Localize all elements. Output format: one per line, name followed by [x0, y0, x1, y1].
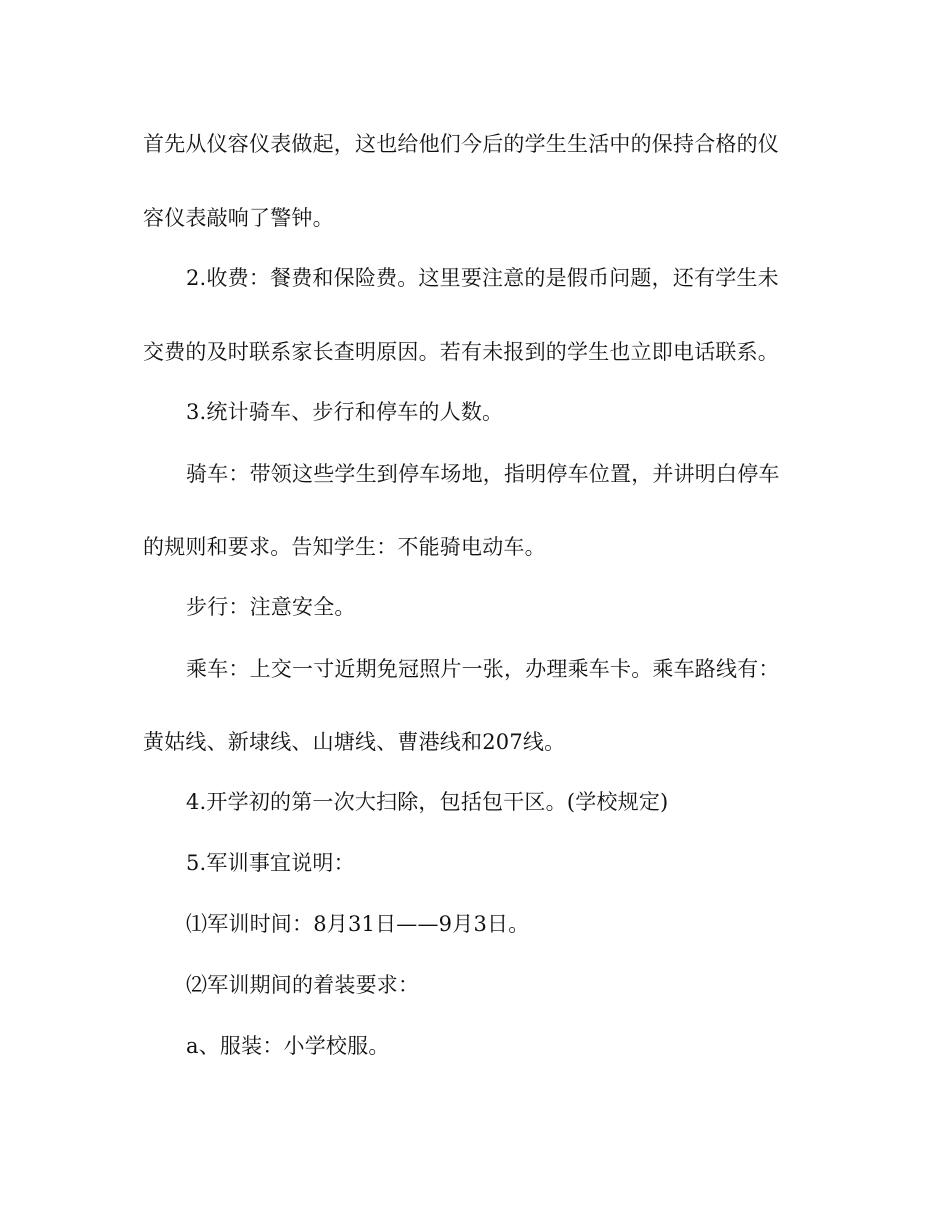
paragraph-line: 2.收费：餐费和保险费。这里要注意的是假币问题，还有学生未 [186, 266, 779, 290]
paragraph-line: 乘车：上交一寸近期免冠照片一张，办理乘车卡。乘车路线有： [186, 657, 780, 681]
paragraph-line: 骑车：带领这些学生到停车场地，指明停车位置，并讲明白停车 [186, 462, 780, 486]
paragraph-line: 黄姑线、新埭线、山塘线、曹港线和207线。 [143, 730, 566, 754]
paragraph-line: 步行：注意安全。 [186, 595, 356, 619]
paragraph-line: 首先从仪容仪表做起，这也给他们今后的学生生活中的保持合格的仪 [143, 132, 779, 156]
paragraph-line: 交费的及时联系家长查明原因。若有未报到的学生也立即电话联系。 [143, 340, 779, 364]
paragraph-line: 3.统计骑车、步行和停车的人数。 [186, 400, 504, 424]
paragraph-line: ⑴军训时间：8月31日——9月3日。 [186, 912, 530, 936]
paragraph-line: a、服装：小学校服。 [186, 1034, 390, 1058]
paragraph-line: 容仪表敲响了警钟。 [143, 206, 334, 230]
paragraph-line: 的规则和要求。告知学生：不能骑电动车。 [143, 535, 546, 559]
paragraph-line: ⑵军训期间的着装要求： [186, 973, 420, 997]
paragraph-line: 4.开学初的第一次大扫除，包括包干区。(学校规定) [186, 790, 669, 814]
paragraph-line: 5.军训事宜说明： [186, 851, 355, 875]
